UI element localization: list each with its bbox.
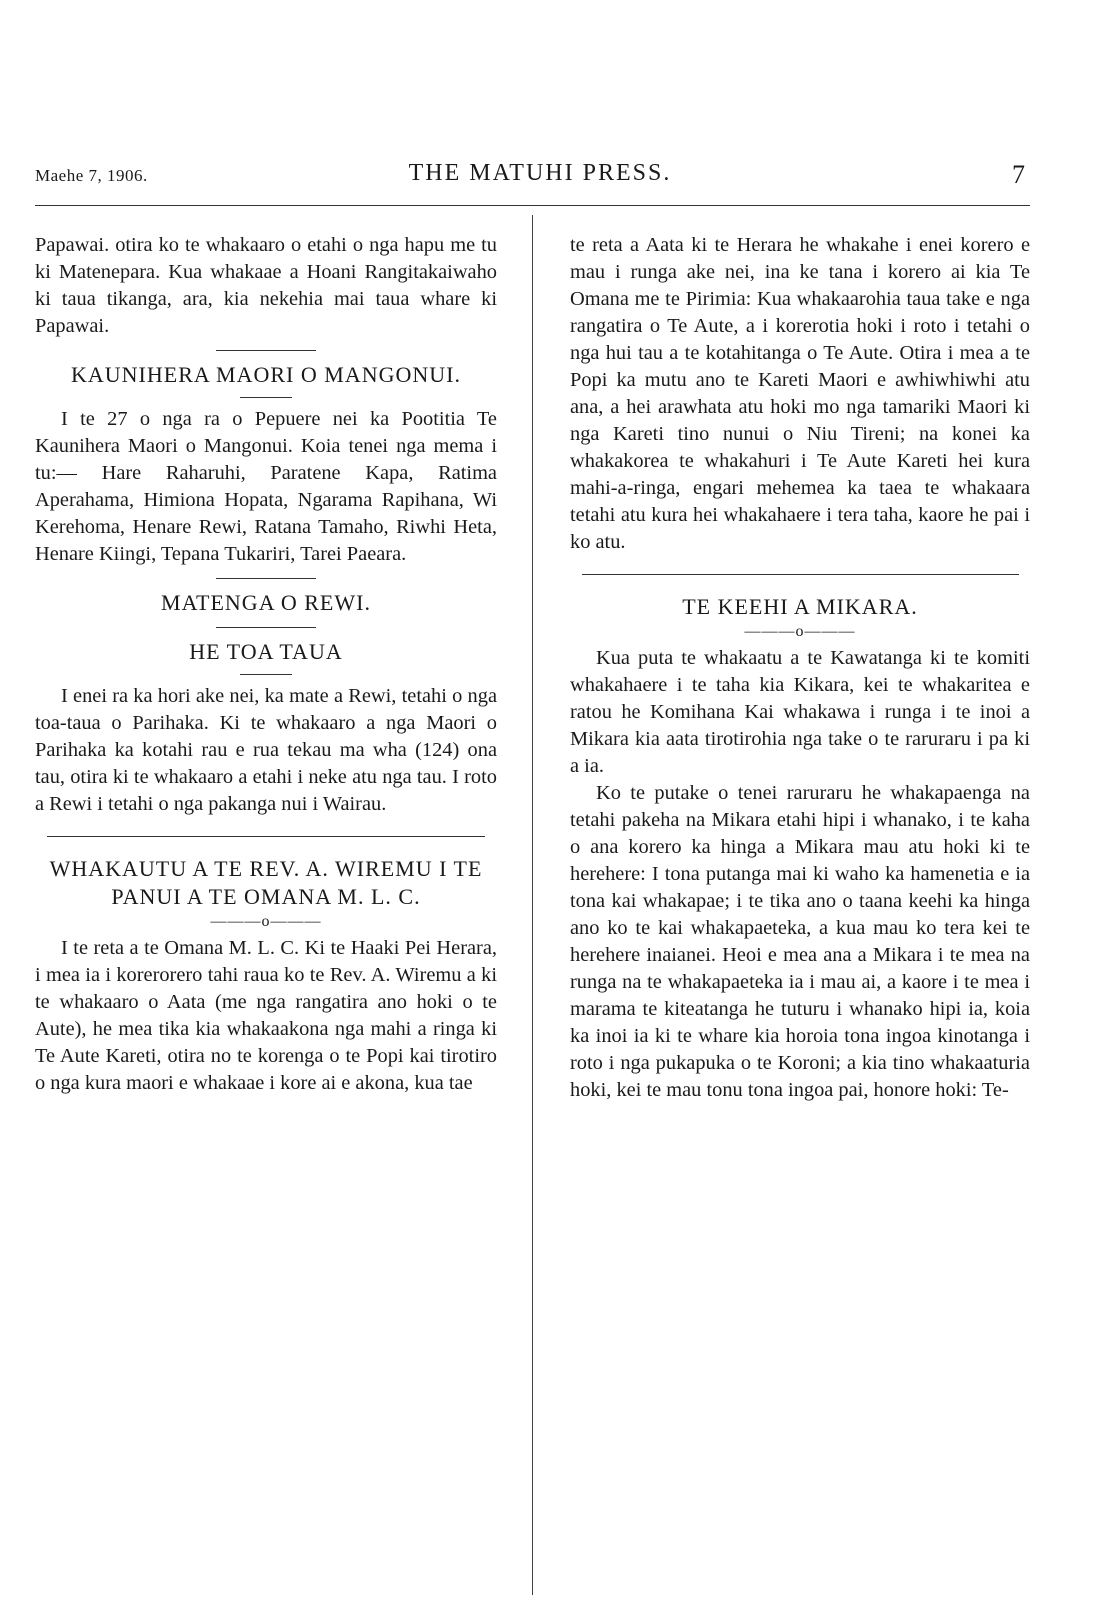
section-subheading-toa-taua: HE TOA TAUA xyxy=(189,639,343,664)
article-body-mikara-2: Ko te putake o tenei raruraru he whakapaenga na tetahi pakeha na Mikara etahi hipi i whanako, i te kaha o ana korero ka hinga a Mikara mau atu hoki ki te herehere: I tona putanga mai ki waho ka hamenetia e ia tona kai whakapae; i te tika ano o taana keehi ka hinga ano ko te kai whakapaeteka, a kua mau ko tera kei te herehere inaianei. Heoi e mea ana a Mikara i te mea na runga na te whakapaeteka ia i mau ai, a kaore i te mea i marama te kiteatanga he tuturu i whanako hipi ia, koia ka inoi ia ki te whare kia horoia tona ingoa kinotanga i roto i nga pukapuka o te Koroni; a kia tino whakaaturia hoki, kei te mau tonu tona ingoa pai, honore hoki: Te- xyxy=(570,782,1030,1101)
article-body-mikara-1: Kua puta te whakaatu a te Kawatanga ki te komiti whakahaere i te taha kia Kikara, kei te whakaritea e ratou he Komihana Kai whakawa i runga i te inoi a Mikara kia aata tirotirohia nga take o te raruraru i pa ki a ia. xyxy=(570,647,1030,777)
article-body-whakautu: I te reta a te Omana M. L. C. Ki te Haaki Pei Herara, i mea ia i korerorero tahi raua ko te Rev. A. Wiremu a ki te whakaaro o Aata (me nga rangatira ano hoki o te Aute), he mea tika kia whakaakona nga mahi a ringa ki Te Aute Kareti, otira no te korenga o te Popi kai tirotiro o nga kura maori e whakaae i kore ai e akona, kua tae xyxy=(35,937,497,1094)
left-column xyxy=(35,232,497,1097)
section-heading-matenga: MATENGA O REWI. xyxy=(161,590,371,615)
page-number: 7 xyxy=(1012,160,1025,189)
continued-paragraph: Papawai. otira ko te whakaaro o etahi o nga hapu me tu ki Matenepara. Kua whakaae a Hoani Rangitakaiwaho ki taua tikanga, ara, kia nekehia mai taua whare ki Papawai. xyxy=(35,234,497,337)
article-body-kaunihera: I te 27 o nga ra o Pepuere nei ka Pootitia Te Kaunihera Maori o Mangonui. Koia tenei nga mema i tu:— Hare Raharuhi, Paratene Kapa, Ratima Aperahama, Himiona Hopata, Ngarama Rapihana, Wi Kerehoma, Henare Rewi, Ratana Tamaho, Riwhi Heta, Henare Kiingi, Tepana Tukariri, Tarei Paeara. xyxy=(35,408,497,565)
heading-rule xyxy=(216,627,316,628)
section-separator xyxy=(216,578,316,579)
page-header xyxy=(35,160,1045,200)
issue-date: Maehe 7, 1906. xyxy=(35,166,148,185)
section-heading-whakautu: WHAKAUTU A TE REV. A. WIREMU I TE PANUI A TE OMANA M. L. C. xyxy=(49,856,483,909)
section-heading-mikara: TE KEEHI A MIKARA. xyxy=(682,594,918,619)
ornament-separator: ———o——— xyxy=(210,913,322,930)
section-heading-kaunihera: KAUNIHERA MAORI O MANGONUI. xyxy=(71,362,461,387)
heading-rule xyxy=(240,674,292,675)
column-divider xyxy=(532,215,533,1595)
section-separator-long xyxy=(582,574,1019,575)
header-rule xyxy=(35,205,1030,206)
article-body-matenga: I enei ra ka hori ake nei, ka mate a Rewi, tetahi o nga toa-taua o Parihaka. Ki te whakaaro a nga Maori o Parihaka ka kotahi rau e rua tekau ma wha (124) ona tau, otira ki te whakaaro a etahi i neke atu nga tau. I roto a Rewi i tetahi o nga pakanga nui i Wairau. xyxy=(35,685,497,815)
right-column xyxy=(570,232,1030,1104)
heading-rule xyxy=(240,397,292,398)
publication-title: THE MATUHI PRESS. xyxy=(408,160,672,186)
continued-paragraph: te reta a Aata ki te Herara he whakahe i enei korero e mau i runga ake nei, ina ke tana i korero ai kia Te Omana me te Pirimia: Kua whakaarohia taua take e nga rangatira o Te Aute, a i korerotia hoki i roto i tetahi o nga hui tau a te kotahitanga o Te Aute. Otira i mea a te Popi ka mutu ano te Kareti Maori e awhiwhiwhi atu ana, a hei arawhata atu hoki mo nga tamariki Maori ki nga Kareti tino nunui o Niu Tireni; na konei ka whakakorea te whakahuri i Te Aute Kareti hei kura mahi-a-ringa, engari mehemea ka taea te whakaara tetahi atu kura hei whakahaere i tera taha, kaore he pai i ko atu. xyxy=(570,234,1030,553)
section-separator-long xyxy=(47,836,486,837)
section-separator xyxy=(216,350,316,351)
ornament-separator: ———o——— xyxy=(744,623,856,640)
